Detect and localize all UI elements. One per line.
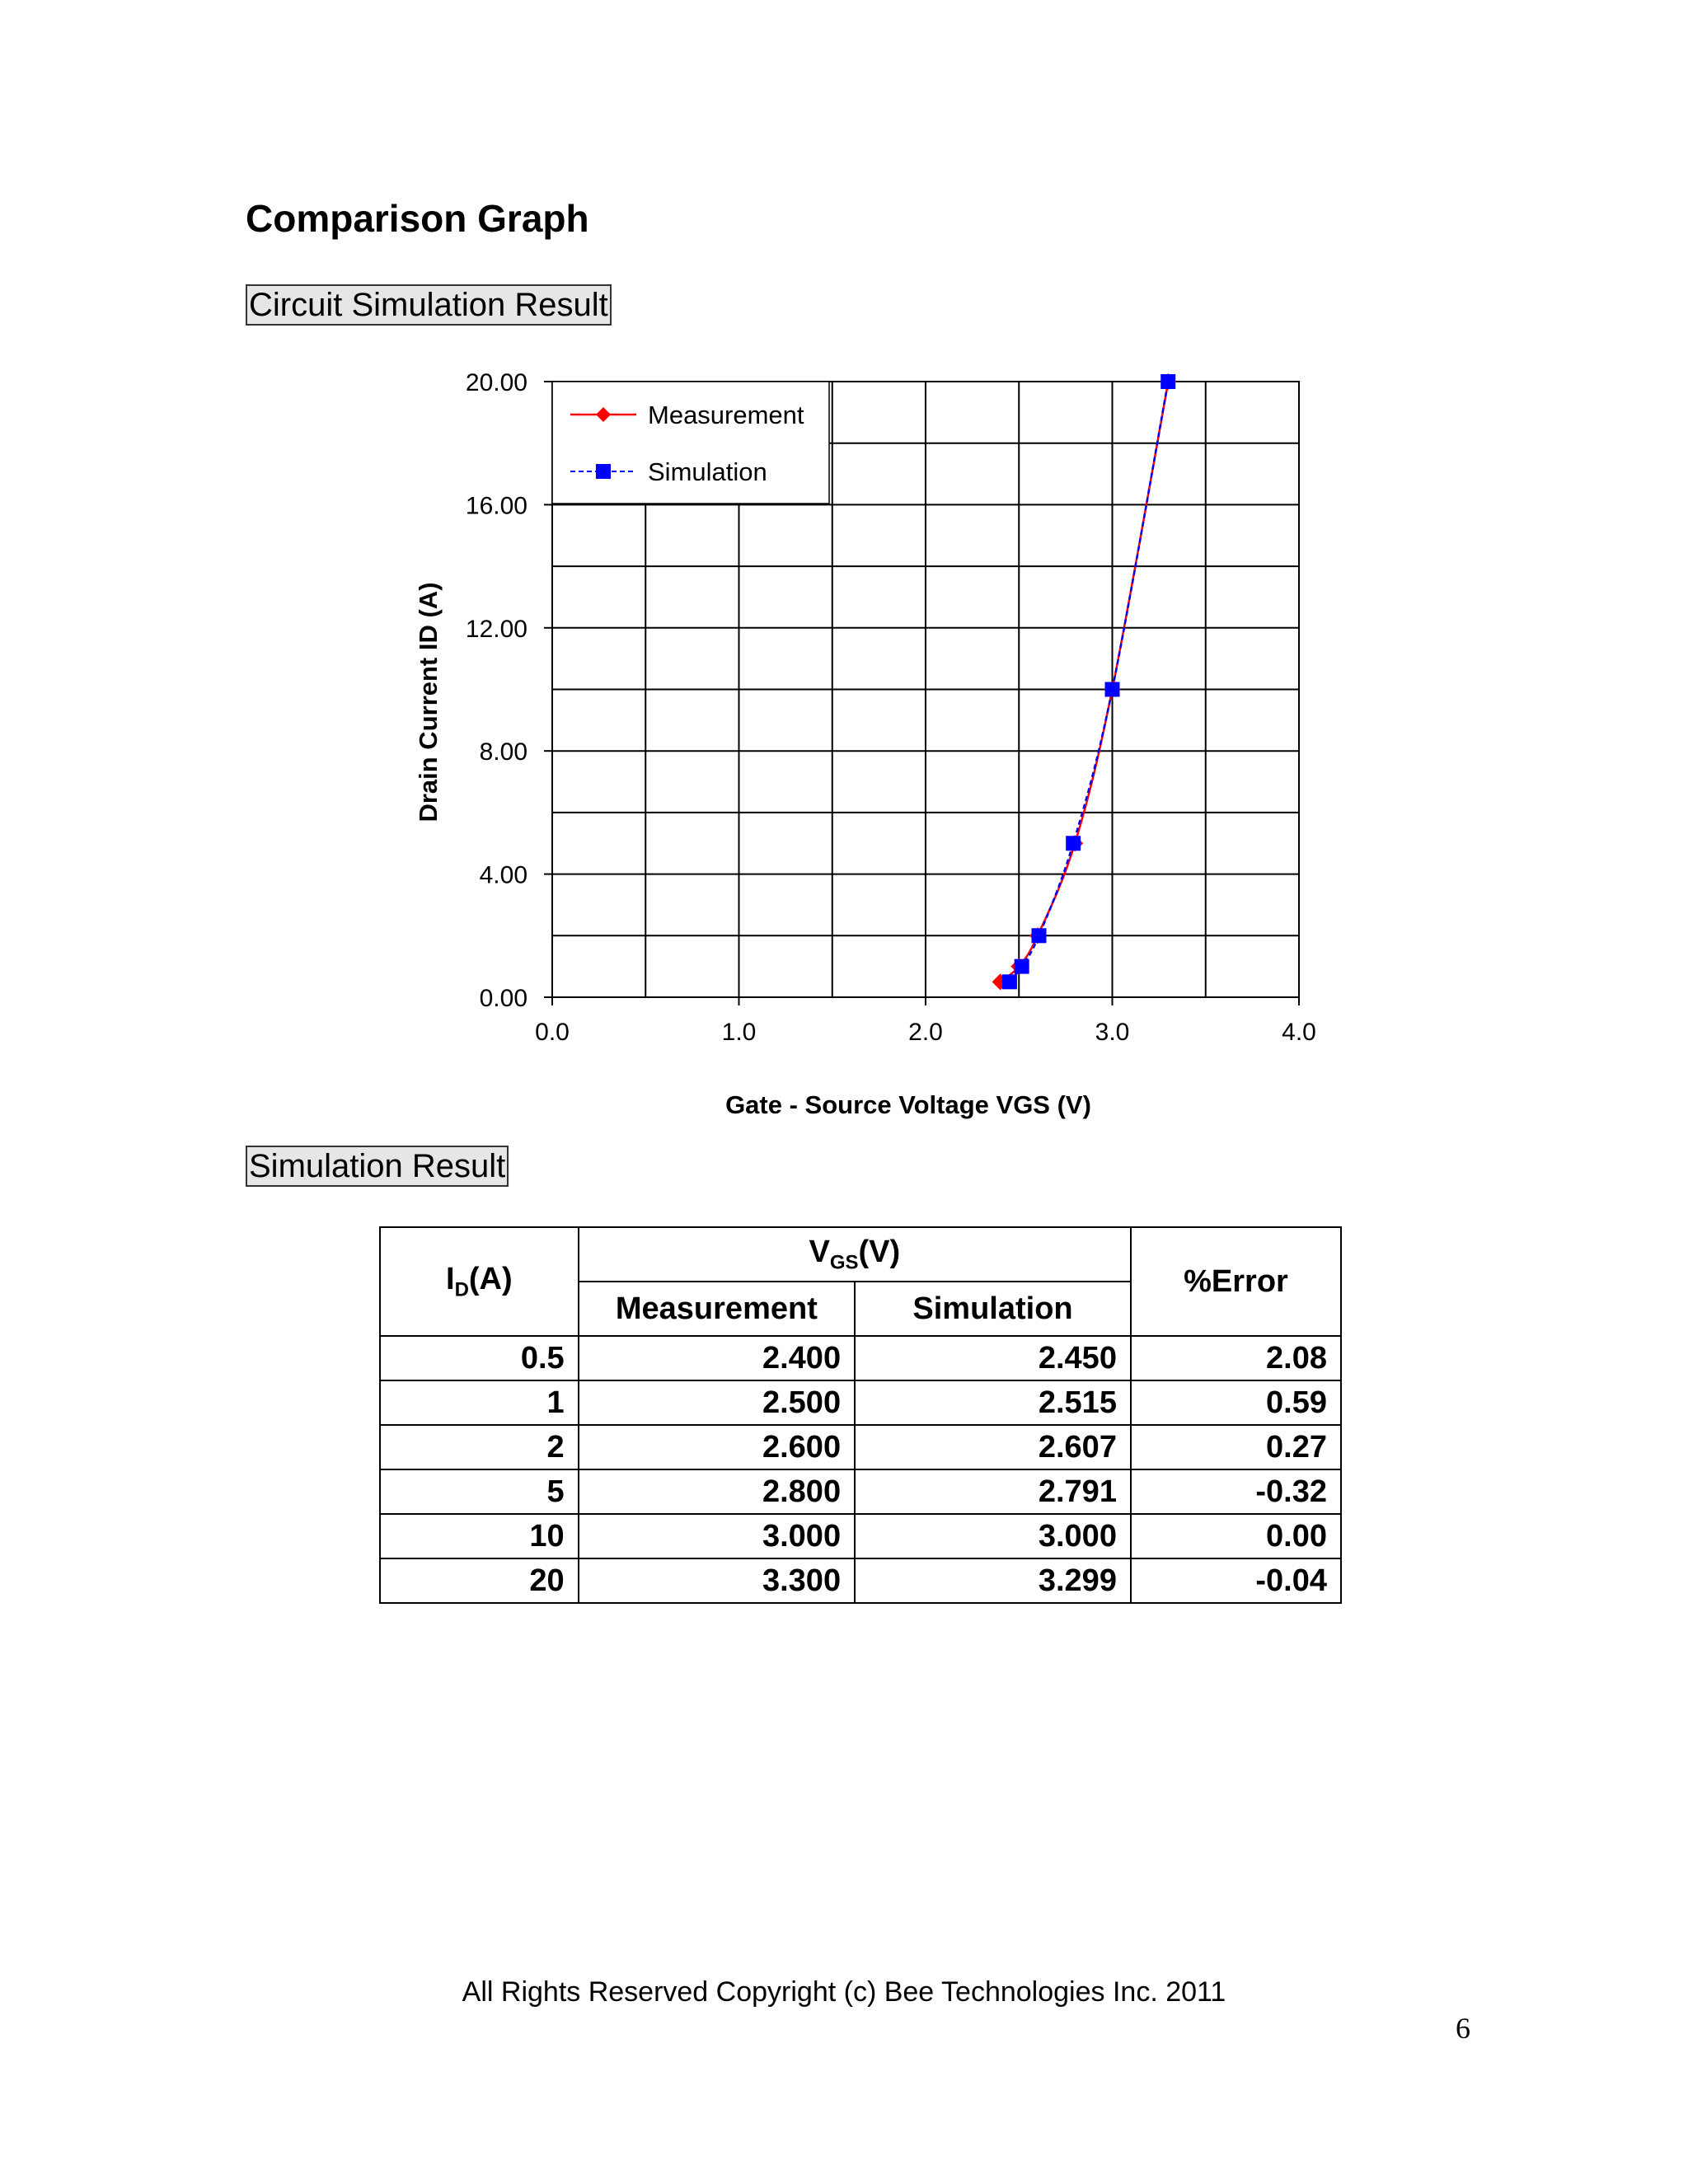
col-id-unit: (A) [468, 1261, 513, 1296]
cell-simulation: 2.515 [855, 1380, 1131, 1425]
cell-id: 0.5 [380, 1336, 579, 1380]
y-tick-label: 12.00 [465, 615, 528, 643]
cell-measurement: 3.000 [579, 1514, 855, 1558]
simulation-point [1160, 374, 1175, 389]
simulation-point [1105, 682, 1120, 697]
page-heading: Comparison Graph [246, 197, 589, 240]
col-header-error: %Error [1131, 1227, 1341, 1336]
col-vgs-main: V [809, 1234, 830, 1269]
y-tick-label: 20.00 [465, 369, 528, 396]
cell-simulation: 2.450 [855, 1336, 1131, 1380]
x-tick-label: 4.0 [1282, 1019, 1316, 1046]
legend-simulation-label: Simulation [648, 457, 767, 486]
results-table [379, 1226, 1342, 1604]
col-id-main: I [446, 1261, 455, 1296]
table-header-row [380, 1227, 1341, 1282]
x-tick-label: 3.0 [1095, 1019, 1130, 1046]
cell-simulation: 3.299 [855, 1558, 1131, 1603]
page-number: 6 [1456, 2012, 1470, 2045]
col-vgs-sub: GS [829, 1251, 859, 1274]
cell-id: 20 [380, 1558, 579, 1603]
cell-measurement: 2.500 [579, 1380, 855, 1425]
cell-id: 5 [380, 1469, 579, 1514]
legend-measurement-label: Measurement [648, 401, 804, 429]
cell-error: 0.27 [1131, 1425, 1341, 1469]
col-header-measurement: Measurement [579, 1282, 855, 1336]
legend-simulation-marker [596, 464, 611, 479]
y-tick-label: 16.00 [465, 492, 528, 520]
copyright-footer: All Rights Reserved Copyright (c) Bee Technologies Inc. 2011 [462, 1976, 1226, 2008]
table-row [380, 1425, 1341, 1469]
simulation-point [1015, 959, 1029, 974]
simulation-point [1031, 928, 1046, 943]
col-header-vgs [579, 1227, 1131, 1282]
cell-simulation: 2.791 [855, 1469, 1131, 1514]
col-header-simulation: Simulation [855, 1282, 1131, 1336]
y-tick-label: 0.00 [479, 985, 528, 1012]
x-tick-label: 2.0 [908, 1019, 943, 1046]
table-row [380, 1514, 1341, 1558]
table-row [380, 1380, 1341, 1425]
col-vgs-unit: (V) [858, 1234, 901, 1269]
table-row [380, 1558, 1341, 1603]
table-row [380, 1336, 1341, 1380]
x-axis-title: Gate - Source Voltage VGS (V) [725, 1090, 1091, 1119]
y-tick-label: 4.00 [479, 861, 528, 889]
col-id-sub: D [454, 1278, 469, 1301]
section-label-circuit: Circuit Simulation Result [246, 284, 612, 326]
cell-error: -0.04 [1131, 1558, 1341, 1603]
section-label-simulation: Simulation Result [246, 1146, 509, 1187]
cell-error: 2.08 [1131, 1336, 1341, 1380]
cell-error: 0.00 [1131, 1514, 1341, 1558]
y-tick-label: 8.00 [479, 738, 528, 766]
table-row [380, 1469, 1341, 1514]
x-tick-label: 0.0 [535, 1019, 570, 1046]
chart-legend [552, 382, 829, 504]
cell-simulation: 2.607 [855, 1425, 1131, 1469]
simulation-point [1002, 974, 1017, 989]
cell-error: -0.32 [1131, 1469, 1341, 1514]
cell-measurement: 2.800 [579, 1469, 855, 1514]
col-header-id [380, 1227, 579, 1336]
cell-measurement: 3.300 [579, 1558, 855, 1603]
cell-error: 0.59 [1131, 1380, 1341, 1425]
x-tick-label: 1.0 [721, 1019, 757, 1046]
cell-simulation: 3.000 [855, 1514, 1131, 1558]
cell-id: 1 [380, 1380, 579, 1425]
cell-id: 10 [380, 1514, 579, 1558]
cell-measurement: 2.400 [579, 1336, 855, 1380]
cell-id: 2 [380, 1425, 579, 1469]
simulation-point [1066, 836, 1081, 851]
y-axis-title: Drain Current ID (A) [414, 582, 443, 823]
cell-measurement: 2.600 [579, 1425, 855, 1469]
